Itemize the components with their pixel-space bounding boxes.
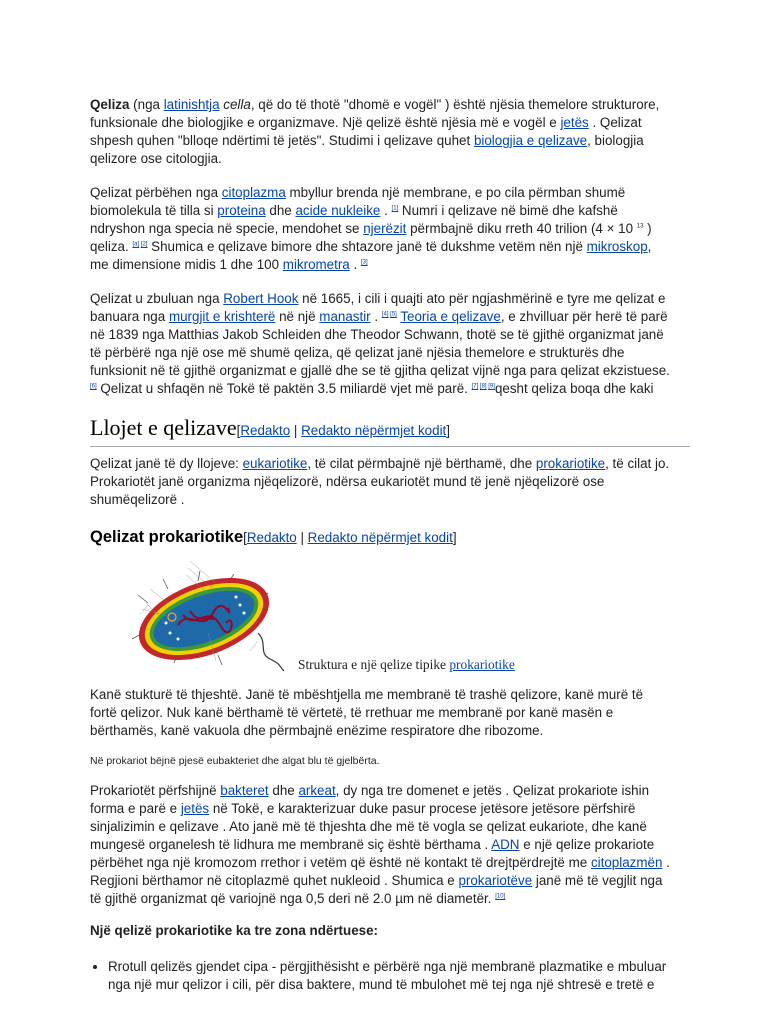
link-prokariotеve[interactable]: prokariotëve xyxy=(458,873,533,888)
link-manastir[interactable]: manastir xyxy=(319,309,371,324)
structure-paragraph: Kanë stukturë të thjeshtë. Janë të mbështjella me membranë të trashë qelizore, kanë murë të fortë qelizor. Nuk kanë bërthamë të vërtetë, të rrethuar me membranë por kanë masën e bërthamës, kanë vakuola dhe përmbajnë enëzime respiratore dhe ribozome. xyxy=(90,687,644,738)
discovery-paragraph: Qelizat u zbuluan nga Robert Hook në 1665, i cili i quajti ato për ngjashmërinë e tyre me qelizat e banuara nga murgjit e krishterë në një manastir . [4] [5] Teoria e qelizave, e zhvilluar për herë të parë në 1839 nga Matthias Jakob Schleiden dhe Theodor Schwann, thotë se të gjithë organizmat janë të përbërë nga një ose më shumë qeliza, që qelizat janë njësia themelore e strukturës dhe funksionit në të gjithë organizmat e gjallë dhe se të gjitha qelizat vijnë nga para qelizat ekzistuese. [6] Qelizat u shfaqën në Tokë të paktën 3.5 miliardë vjet më parë. [7] [8] [9]qesht qeliza boqa dhe kaki xyxy=(90,291,670,396)
list-item: • Rrotull qelizës gjendet cipa - përgjithësisht e përbërë nga një membranë plazmatike e mbuluar nga një mur qelizor i cili, për disa baktere, mund të mbulohet më tej nga një shtresë e tretë e xyxy=(108,958,670,994)
section-heading-llojet xyxy=(90,415,690,447)
link-prokariotike-caption[interactable]: prokariotike xyxy=(449,657,515,672)
link-mikroskop[interactable]: mikroskop xyxy=(586,239,648,254)
link-mikrometra[interactable]: mikrometra xyxy=(282,257,350,272)
reference-link[interactable]: [4] xyxy=(381,311,389,318)
prokaryotic-cell-diagram xyxy=(108,553,298,678)
bold-term: Qeliza xyxy=(90,97,130,112)
reference-link[interactable]: [a] xyxy=(132,241,140,248)
link-citoplazmen[interactable]: citoplazmën xyxy=(590,855,663,870)
subsection-title: Qelizat prokariotike xyxy=(90,528,244,546)
exponent: 13 xyxy=(636,223,644,230)
link-jetes-2[interactable]: jetës xyxy=(180,801,210,816)
flagellum xyxy=(258,633,284,671)
link-adn[interactable]: ADN xyxy=(491,837,520,852)
edit-source-link[interactable]: Redakto nëpërmjet kodit xyxy=(301,423,447,438)
reference-link[interactable]: [5] xyxy=(390,311,397,318)
reference-link[interactable]: [6] xyxy=(90,383,97,390)
article-content xyxy=(90,96,670,994)
zones-heading: Një qelizë prokariotike ka tre zona ndërtuese: xyxy=(90,923,378,938)
reference-link[interactable]: [8] xyxy=(479,383,487,390)
edit-source-link[interactable]: Redakto nëpërmjet kodit xyxy=(307,530,453,545)
link-latinishtja[interactable]: latinishtja xyxy=(163,97,220,112)
link-jetes[interactable]: jetës xyxy=(560,115,589,130)
reference-link[interactable]: [9] xyxy=(488,383,495,390)
types-paragraph: Qelizat janë të dy llojeve: eukariotike, të cilat përmbajnë një bërthamë, dhe prokariotike, të cilat jo. Prokariotët janë organizma njëqelizorë, ndërsa eukariotët mund të jenë njëqelizorë ose shumëqelizorë . xyxy=(90,456,670,507)
figure-caption: Struktura e një qelize tipike prokariotike xyxy=(298,657,515,672)
link-prokariotike[interactable]: prokariotike xyxy=(535,456,606,471)
reference-link[interactable]: [3] xyxy=(360,259,368,266)
zones-list xyxy=(90,958,670,994)
section-title: Llojet e qelizave xyxy=(90,415,237,440)
composition-paragraph: Qelizat përbëhen nga citoplazma mbyllur brenda një membrane, e po cila përmban shumë biomolekula të tilla si proteina dhe acide nukleike . [1] Numri i qelizave në bimë dhe kafshë ndryshon nga specia në specie, mendohet se njerëzit përmbajnë diku rreth 40 trilion (4 × 10 $^{13}$ ) qeliza. [a] [2] Shumica e qelizave bimore dhe shtazore janë të dukshme vetëm nën një mikroskop, me dimensione midis 1 dhe 100 mikrometra . [3] xyxy=(90,185,652,272)
link-arkeat[interactable]: arkeat xyxy=(298,783,336,798)
link-bakteret[interactable]: bakteret xyxy=(220,783,269,798)
link-citoplazma[interactable]: citoplazma xyxy=(221,185,286,200)
reference-link[interactable]: [10] xyxy=(495,893,506,900)
reference-link[interactable]: [7] xyxy=(471,383,479,390)
edit-link[interactable]: Redakto xyxy=(240,423,291,438)
subsection-heading-prokariotike xyxy=(90,526,670,549)
link-robert-hook[interactable]: Robert Hook xyxy=(223,291,299,306)
link-biologjia-e-qelizave[interactable]: biologjia e qelizave xyxy=(473,133,588,148)
prokaryote-figure xyxy=(90,553,670,678)
intro-paragraph: Qeliza (nga latinishtja cella, që do të thotë "dhomë e vogël" ) është njësia themelore strukturore, funksionale dhe biologjike e organizmave. Një qelizë është njësia më e vogël e jetës . Qelizat shpesh quhen "blloqe ndërtimi të jetës". Studimi i qelizave quhet biologjia e qelizave, biologjia qelizore ose citologjia. xyxy=(90,97,660,166)
link-eukariotike[interactable]: eukariotike xyxy=(242,456,308,471)
link-njerezit[interactable]: njerëzit xyxy=(363,221,407,236)
prokaryotes-paragraph: Prokariotët përfshijnë bakteret dhe arkeat, dy nga tre domenet e jetës . Qelizat prokariote ishin forma e parë e jetës në Tokë, e karakterizuar duke pasur procese jetësore jetësore përfshirë sinjalizimin e qelizave . Ato janë më të thjeshta dhe më të vogla se qelizat eukariote, dhe kanë mungesë organelesh të lidhura me membranë siç është bërthama . ADN e një qelize prokariote përbëhet nga një kromozom rrethor i vetëm që është në kontakt të drejtpërdrejtë me citoplazmën . Regjioni bërthamor në citoplazmë quhet nukleoid . Shumica e prokariotëve janë më të vegjlit nga të gjithë organizmat që variojnë nga 0,5 deri në 2.0 µm në diametër. [10] xyxy=(90,783,670,906)
link-proteina[interactable]: proteina xyxy=(217,203,266,218)
link-acide-nukleike[interactable]: acide nukleike xyxy=(295,203,381,218)
reference-link[interactable]: [1] xyxy=(391,205,399,212)
small-note-paragraph: Në prokariot bëjnë pjesë eubakteriet dhe algat blu të gjelbërta. xyxy=(90,755,380,767)
link-murgjit-e-krishtere[interactable]: murgjit e krishterë xyxy=(168,309,276,324)
reference-link[interactable]: [2] xyxy=(140,241,148,248)
edit-links: [Redakto | Redakto nëpërmjet kodit] xyxy=(243,530,457,545)
link-teoria-e-qelizave[interactable]: Teoria e qelizave xyxy=(400,309,501,324)
edit-links: [Redakto | Redakto nëpërmjet kodit] xyxy=(236,423,451,438)
edit-link[interactable]: Redakto xyxy=(246,530,297,545)
